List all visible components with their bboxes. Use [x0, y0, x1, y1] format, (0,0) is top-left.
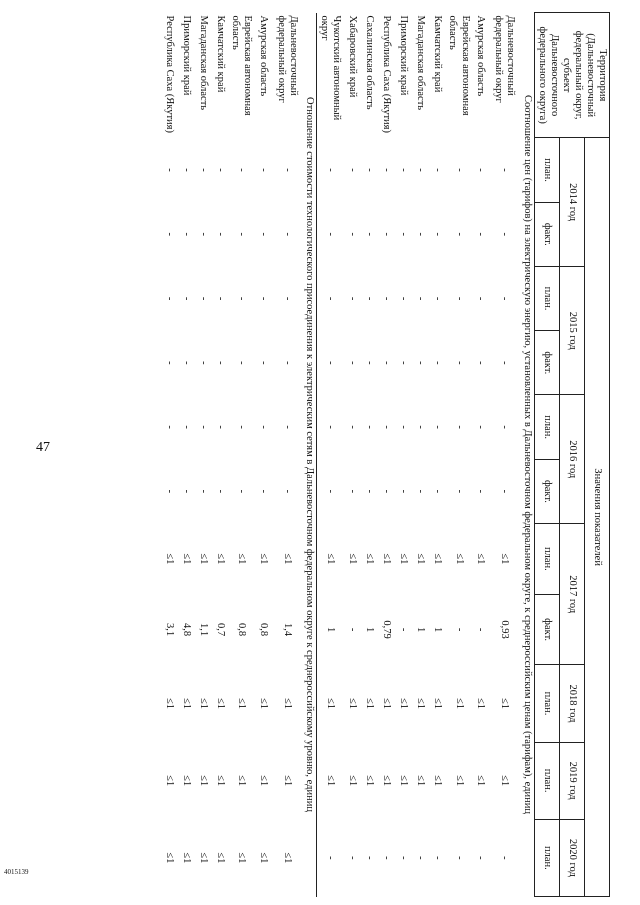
- table-row: [489, 13, 520, 897]
- value-cell: ≤1: [453, 553, 465, 565]
- value-cell: -: [397, 361, 409, 365]
- table-row: [228, 13, 254, 897]
- table-row: [254, 13, 271, 897]
- page-number: 47: [36, 440, 50, 455]
- territory-name: Приморский край: [397, 15, 409, 96]
- value-cell: ≤1: [380, 553, 392, 565]
- value-cell: ≤1: [346, 553, 358, 565]
- value-cell: ≤1: [380, 698, 392, 710]
- value-cell: -: [475, 168, 487, 172]
- value-cell: -: [380, 296, 392, 301]
- value-cell: 1: [414, 626, 426, 633]
- value-cell: -: [499, 232, 511, 237]
- value-cell: -: [363, 361, 375, 365]
- value-cell: ≤1: [236, 775, 248, 787]
- value-cell: ≤1: [431, 698, 443, 710]
- value-cell: -: [325, 856, 337, 860]
- value-cell: -: [363, 232, 375, 237]
- year-header: 2018 год: [559, 665, 584, 742]
- value-cell: -: [197, 489, 209, 494]
- value-cell: -: [257, 489, 269, 494]
- value-cell: -: [163, 168, 175, 172]
- plan-subheader: план.: [534, 742, 559, 819]
- value-cell: ≤1: [346, 698, 358, 710]
- value-cell: -: [363, 856, 375, 860]
- value-cell: -: [363, 168, 375, 172]
- value-cell: ≤1: [453, 775, 465, 787]
- value-cell: -: [325, 425, 337, 429]
- value-cell: -: [475, 296, 487, 301]
- value-cell: -: [236, 168, 248, 172]
- value-cell: -: [453, 361, 465, 365]
- table-row: [211, 13, 228, 897]
- value-cell: -: [397, 296, 409, 301]
- value-cell: -: [431, 489, 443, 494]
- territory-header: Территория (Дальневосточный федеральный округ, субъект Дальневосточного федерального округа): [534, 13, 609, 138]
- table-row: [271, 13, 302, 897]
- value-cell: ≤1: [499, 775, 511, 787]
- value-cell: -: [281, 489, 293, 494]
- value-cell: -: [475, 232, 487, 237]
- plan-subheader: план.: [534, 138, 559, 202]
- value-cell: -: [281, 361, 293, 365]
- value-cell: -: [380, 489, 392, 494]
- value-cell: -: [475, 627, 487, 632]
- value-cell: 0,93: [499, 620, 511, 639]
- value-cell: -: [431, 361, 443, 365]
- value-cell: -: [363, 296, 375, 301]
- table-body: [160, 13, 534, 897]
- value-cell: -: [414, 168, 426, 172]
- value-cell: -: [180, 296, 192, 301]
- value-cell: -: [380, 425, 392, 429]
- value-cell: ≤1: [363, 553, 375, 565]
- value-cell: -: [431, 856, 443, 860]
- value-cell: -: [214, 232, 226, 237]
- value-cell: -: [236, 425, 248, 429]
- value-cell: ≤1: [163, 553, 175, 565]
- territory-name: Приморский край: [180, 15, 192, 96]
- value-cell: -: [180, 232, 192, 237]
- value-cell: -: [499, 425, 511, 429]
- value-cell: ≤1: [197, 553, 209, 565]
- value-cell: -: [499, 296, 511, 301]
- value-cell: ≤1: [197, 775, 209, 787]
- value-cell: -: [281, 425, 293, 429]
- value-cell: -: [281, 232, 293, 237]
- value-cell: -: [236, 232, 248, 237]
- value-cell: -: [257, 361, 269, 365]
- value-cell: ≤1: [325, 698, 337, 710]
- year-header: 2019 год: [559, 742, 584, 819]
- table-row: [445, 13, 471, 897]
- rotated-page-content: [70, 12, 610, 897]
- value-cell: -: [257, 296, 269, 301]
- plan-subheader: план.: [534, 395, 559, 459]
- value-cell: ≤1: [281, 553, 293, 565]
- table-row: [428, 13, 445, 897]
- value-cell: ≤1: [325, 775, 337, 787]
- value-cell: -: [380, 232, 392, 237]
- value-cell: ≤1: [197, 698, 209, 710]
- table-row: [411, 13, 428, 897]
- value-cell: ≤1: [475, 775, 487, 787]
- value-cell: 0,8: [257, 623, 269, 637]
- value-cell: ≤1: [257, 852, 269, 864]
- value-cell: ≤1: [180, 775, 192, 787]
- table-row: [194, 13, 211, 897]
- value-cell: ≤1: [499, 553, 511, 565]
- plan-subheader: план.: [534, 524, 559, 595]
- value-cell: -: [475, 856, 487, 860]
- territory-name: Хабаровский край: [346, 15, 358, 98]
- value-cell: ≤1: [180, 852, 192, 864]
- value-cell: -: [325, 361, 337, 365]
- value-cell: ≤1: [414, 698, 426, 710]
- table-header: [534, 13, 609, 897]
- section-title-row: [302, 13, 317, 897]
- value-cell: ≤1: [380, 775, 392, 787]
- territory-name: Республика Саха (Якутия): [163, 15, 175, 133]
- value-cell: -: [257, 168, 269, 172]
- value-cell: -: [346, 627, 358, 632]
- territory-name: Дальневосточный федеральный округ: [275, 15, 299, 103]
- value-cell: -: [431, 425, 443, 429]
- value-cell: ≤1: [214, 553, 226, 565]
- value-cell: -: [397, 489, 409, 494]
- value-cell: -: [163, 296, 175, 301]
- fact-subheader: факт.: [534, 331, 559, 395]
- value-cell: -: [236, 296, 248, 301]
- value-cell: -: [380, 856, 392, 860]
- year-header: 2015 год: [559, 266, 584, 395]
- territory-name: Камчатский край: [431, 15, 443, 93]
- value-cell: -: [363, 489, 375, 494]
- value-cell: ≤1: [363, 698, 375, 710]
- year-header: 2017 год: [559, 524, 584, 665]
- value-cell: -: [431, 296, 443, 301]
- value-cell: -: [397, 232, 409, 237]
- value-cell: 1,1: [197, 623, 209, 637]
- value-cell: -: [180, 168, 192, 172]
- value-cell: -: [325, 296, 337, 301]
- value-cell: -: [346, 296, 358, 301]
- value-cell: ≤1: [414, 775, 426, 787]
- value-cell: -: [163, 232, 175, 237]
- value-cell: -: [214, 296, 226, 301]
- value-cell: -: [197, 168, 209, 172]
- value-cell: -: [257, 425, 269, 429]
- value-cell: -: [397, 168, 409, 172]
- value-cell: -: [431, 168, 443, 172]
- value-cell: -: [325, 168, 337, 172]
- value-cell: 1: [431, 626, 443, 633]
- value-cell: -: [163, 425, 175, 429]
- value-cell: -: [325, 489, 337, 494]
- value-cell: -: [414, 361, 426, 365]
- value-cell: ≤1: [397, 553, 409, 565]
- value-cell: -: [499, 489, 511, 494]
- value-cell: -: [346, 232, 358, 237]
- value-cell: -: [346, 856, 358, 860]
- value-cell: -: [180, 361, 192, 365]
- value-cell: -: [397, 856, 409, 860]
- value-cell: -: [346, 168, 358, 172]
- value-cell: ≤1: [346, 775, 358, 787]
- value-cell: 1: [363, 626, 375, 633]
- table-row: [160, 13, 177, 897]
- value-cell: -: [197, 361, 209, 365]
- value-cell: -: [453, 489, 465, 494]
- table-row: [394, 13, 411, 897]
- territory-name: Амурская область: [475, 15, 487, 97]
- territory-name: Чукотский автономный округ: [319, 15, 343, 121]
- value-cell: -: [453, 168, 465, 172]
- value-cell: ≤1: [236, 852, 248, 864]
- value-cell: -: [414, 425, 426, 429]
- year-header: 2020 год: [559, 819, 584, 896]
- fact-subheader: факт.: [534, 594, 559, 665]
- value-cell: -: [346, 425, 358, 429]
- table-row: [177, 13, 194, 897]
- value-cell: -: [499, 168, 511, 172]
- value-cell: ≤1: [163, 852, 175, 864]
- fact-subheader: факт.: [534, 459, 559, 523]
- value-cell: ≤1: [453, 698, 465, 710]
- value-cell: ≤1: [236, 553, 248, 565]
- indicators-table: [160, 12, 610, 897]
- value-cell: ≤1: [257, 775, 269, 787]
- value-cell: -: [180, 425, 192, 429]
- value-cell: -: [380, 168, 392, 172]
- section-title-row: [520, 13, 535, 897]
- value-cell: ≤1: [163, 775, 175, 787]
- year-header: 2014 год: [559, 138, 584, 267]
- value-cell: ≤1: [397, 775, 409, 787]
- value-cell: -: [163, 361, 175, 365]
- value-cell: -: [380, 361, 392, 365]
- value-cell: ≤1: [180, 698, 192, 710]
- value-cell: -: [325, 232, 337, 237]
- value-cell: -: [397, 627, 409, 632]
- value-cell: ≤1: [197, 852, 209, 864]
- years-header-row: [559, 13, 584, 897]
- plan-subheader: план.: [534, 266, 559, 330]
- plan-subheader: план.: [534, 665, 559, 742]
- value-cell: 0,8: [236, 623, 248, 637]
- territory-name: Дальневосточный федеральный округ: [493, 15, 517, 103]
- value-cell: 0,79: [380, 620, 392, 639]
- value-cell: ≤1: [363, 775, 375, 787]
- plan-subheader: план.: [534, 819, 559, 896]
- value-cell: ≤1: [281, 698, 293, 710]
- value-cell: ≤1: [397, 698, 409, 710]
- table-row: [377, 13, 394, 897]
- value-cell: ≤1: [257, 553, 269, 565]
- value-cell: ≤1: [431, 775, 443, 787]
- table-row: [343, 13, 360, 897]
- table-row: [317, 13, 344, 897]
- value-cell: -: [214, 168, 226, 172]
- value-cell: ≤1: [180, 553, 192, 565]
- value-cell: -: [346, 361, 358, 365]
- value-cell: 1: [325, 626, 337, 633]
- territory-name: Магаданская область: [197, 15, 209, 111]
- section-title: Соотношение цен (тарифов) на электрическую энергию, установленных в Дальневосточном федеральном округе, к среднероссийским ценам (тарифам), единиц: [521, 95, 533, 814]
- territory-name: Магаданская область: [414, 15, 426, 111]
- value-cell: ≤1: [475, 698, 487, 710]
- value-cell: ≤1: [475, 553, 487, 565]
- value-cell: -: [499, 361, 511, 365]
- value-cell: -: [453, 627, 465, 632]
- territory-name: Республика Саха (Якутия): [380, 15, 392, 133]
- value-cell: -: [414, 296, 426, 301]
- value-cell: 4,8: [180, 623, 192, 637]
- document-code: 4015139: [4, 868, 29, 876]
- value-cell: ≤1: [163, 698, 175, 710]
- territory-name: Еврейская автономная область: [447, 15, 471, 116]
- value-cell: ≤1: [281, 852, 293, 864]
- value-cell: ≤1: [214, 775, 226, 787]
- value-cell: -: [453, 425, 465, 429]
- value-cell: 3,1: [163, 623, 175, 637]
- territory-name: Еврейская автономная область: [230, 15, 254, 116]
- value-cell: -: [363, 425, 375, 429]
- value-cell: -: [346, 489, 358, 494]
- value-cell: 0,7: [214, 623, 226, 637]
- value-cell: ≤1: [257, 698, 269, 710]
- value-cell: -: [214, 361, 226, 365]
- value-cell: ≤1: [414, 553, 426, 565]
- section-title: Отношение стоимости технологического присоединения к электрическим сетям в Дальневосточном федеральном округе к среднероссийскому уровню, единиц: [304, 96, 316, 812]
- value-cell: -: [475, 489, 487, 494]
- value-cell: -: [197, 232, 209, 237]
- territory-name: Амурская область: [257, 15, 269, 97]
- value-cell: -: [197, 296, 209, 301]
- value-cell: ≤1: [431, 553, 443, 565]
- value-cell: -: [281, 296, 293, 301]
- territory-name: Сахалинская область: [363, 15, 375, 110]
- value-cell: -: [499, 856, 511, 860]
- value-cell: ≤1: [281, 775, 293, 787]
- table-row: [472, 13, 489, 897]
- value-cell: ≤1: [499, 698, 511, 710]
- value-cell: -: [180, 489, 192, 494]
- value-cell: ≤1: [236, 698, 248, 710]
- value-cell: -: [257, 232, 269, 237]
- value-cell: -: [453, 296, 465, 301]
- value-cell: 1,4: [281, 623, 293, 637]
- value-cell: -: [475, 425, 487, 429]
- value-cell: -: [453, 232, 465, 237]
- value-cell: -: [397, 425, 409, 429]
- value-cell: -: [236, 361, 248, 365]
- plan-fact-header-row: [534, 13, 559, 897]
- value-cell: -: [475, 361, 487, 365]
- value-cell: -: [214, 489, 226, 494]
- value-cell: -: [414, 489, 426, 494]
- value-cell: -: [431, 232, 443, 237]
- fact-subheader: факт.: [534, 202, 559, 266]
- value-cell: -: [281, 168, 293, 172]
- value-cell: ≤1: [325, 553, 337, 565]
- value-cell: ≤1: [214, 852, 226, 864]
- value-cell: -: [414, 856, 426, 860]
- value-cell: -: [414, 232, 426, 237]
- value-cell: -: [197, 425, 209, 429]
- value-cell: -: [453, 856, 465, 860]
- territory-name: Камчатский край: [214, 15, 226, 93]
- value-cell: -: [163, 489, 175, 494]
- year-header: 2016 год: [559, 395, 584, 524]
- values-group-header: Значения показателей: [584, 138, 609, 897]
- value-cell: -: [214, 425, 226, 429]
- value-cell: ≤1: [214, 698, 226, 710]
- table-row: [360, 13, 377, 897]
- value-cell: -: [236, 489, 248, 494]
